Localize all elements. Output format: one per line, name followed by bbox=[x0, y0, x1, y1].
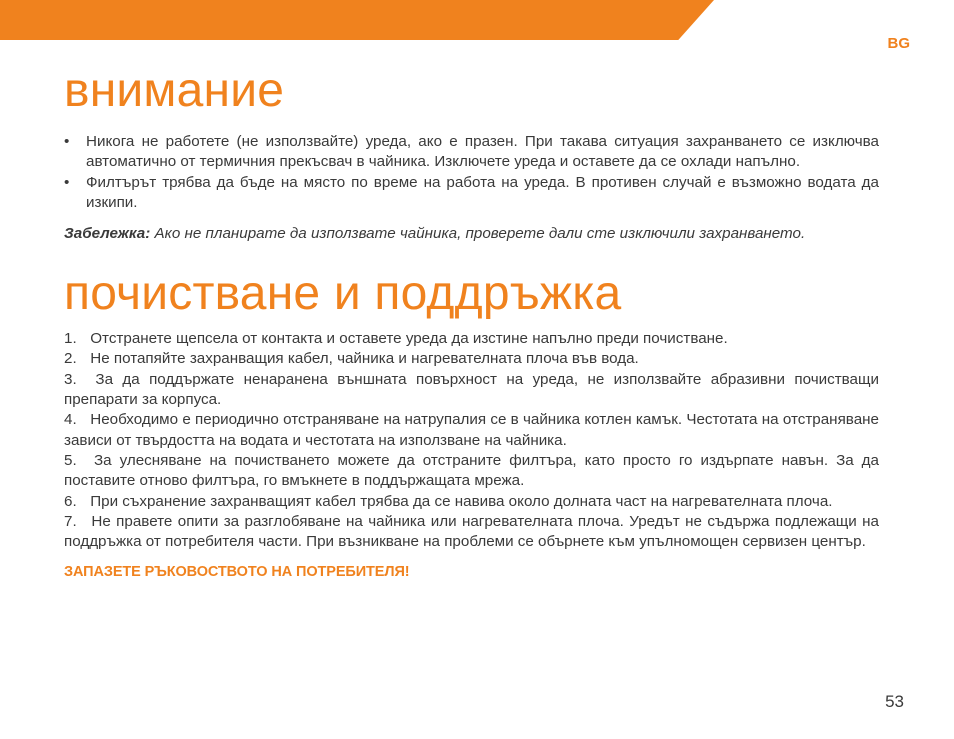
note bbox=[64, 221, 879, 247]
step-number: 4. bbox=[64, 411, 77, 429]
bullet-icon: • bbox=[64, 133, 70, 150]
save-manual-notice: ЗАПАЗЕТЕ РЪКОВОСТВОТО НА ПОТРЕБИТЕЛЯ! bbox=[64, 564, 410, 581]
warning-list bbox=[64, 132, 879, 213]
note-text: Ако не планирате да използвате чайника, проверете дали сте изключили захранването. bbox=[150, 225, 806, 243]
note-label: Забележка: bbox=[64, 225, 151, 243]
warning-title: внимание bbox=[64, 64, 285, 117]
step-number: 3. bbox=[64, 370, 77, 388]
bullet-icon: • bbox=[64, 173, 70, 191]
header-band bbox=[0, 0, 714, 40]
page-content bbox=[64, 60, 879, 580]
cleaning-steps bbox=[64, 329, 879, 552]
list-item bbox=[64, 512, 879, 553]
list-item bbox=[64, 410, 879, 451]
step-number: 2. bbox=[64, 350, 77, 368]
list-item bbox=[64, 451, 879, 492]
list-item bbox=[64, 370, 879, 411]
step-text: При съхранение захранващият кабел трябва да се навива около долната част на нагревателната плоча. bbox=[90, 492, 833, 510]
bullet-text: Никога не работете (не използвайте) уреда, ако е празен. При такава ситуация захранването се изключва автоматично от термичния прекъсвач в чайника. Изключете уреда и оставете да се охлади напълно. bbox=[86, 133, 879, 171]
list-item bbox=[64, 492, 879, 512]
step-number: 5. bbox=[64, 451, 77, 469]
list-item bbox=[64, 173, 879, 214]
step-text: Необходимо е периодично отстраняване на натрупалия се в чайника котлен камък. Честотата на отстраняване зависи от твърдостта на водата и честотата на използване на чайника. bbox=[64, 411, 879, 449]
list-item bbox=[64, 349, 879, 369]
page-number: 53 bbox=[885, 692, 904, 711]
step-text: Не потапяйте захранващия кабел, чайника и нагревателната плоча във вода. bbox=[90, 350, 639, 368]
list-item bbox=[64, 132, 879, 173]
cleaning-title: почистване и поддръжка bbox=[64, 267, 622, 321]
step-text: За улесняване на почистването можете да отстраните филтъра, като просто го издърпате навън. За да поставите отново филтъра, го вмъкнете в поддържащата мрежа. bbox=[64, 451, 879, 490]
step-text: За да поддържате ненаранена външната повърхност на уреда, не използвайте абразивни почистващи препарати за корпуса. bbox=[64, 370, 879, 409]
step-number: 6. bbox=[64, 492, 77, 510]
step-text: Не правете опити за разглобяване на чайника или нагревателната плоча. Уредът не съдържа подлежащи на поддръжка от потребителя части. При възникване на проблеми се обърнете към упълномощен сервизен център. bbox=[64, 512, 879, 551]
step-text: Отстранете щепсела от контакта и оставете уреда да изстине напълно преди почистване. bbox=[90, 330, 728, 348]
bullet-text: Филтърът трябва да бъде на място по време на работа на уреда. В противен случай е възможно водата да изкипи. bbox=[86, 173, 879, 211]
list-item bbox=[64, 329, 879, 349]
step-number: 7. bbox=[64, 512, 77, 530]
step-number: 1. bbox=[64, 330, 77, 348]
language-code: BG bbox=[887, 35, 910, 52]
